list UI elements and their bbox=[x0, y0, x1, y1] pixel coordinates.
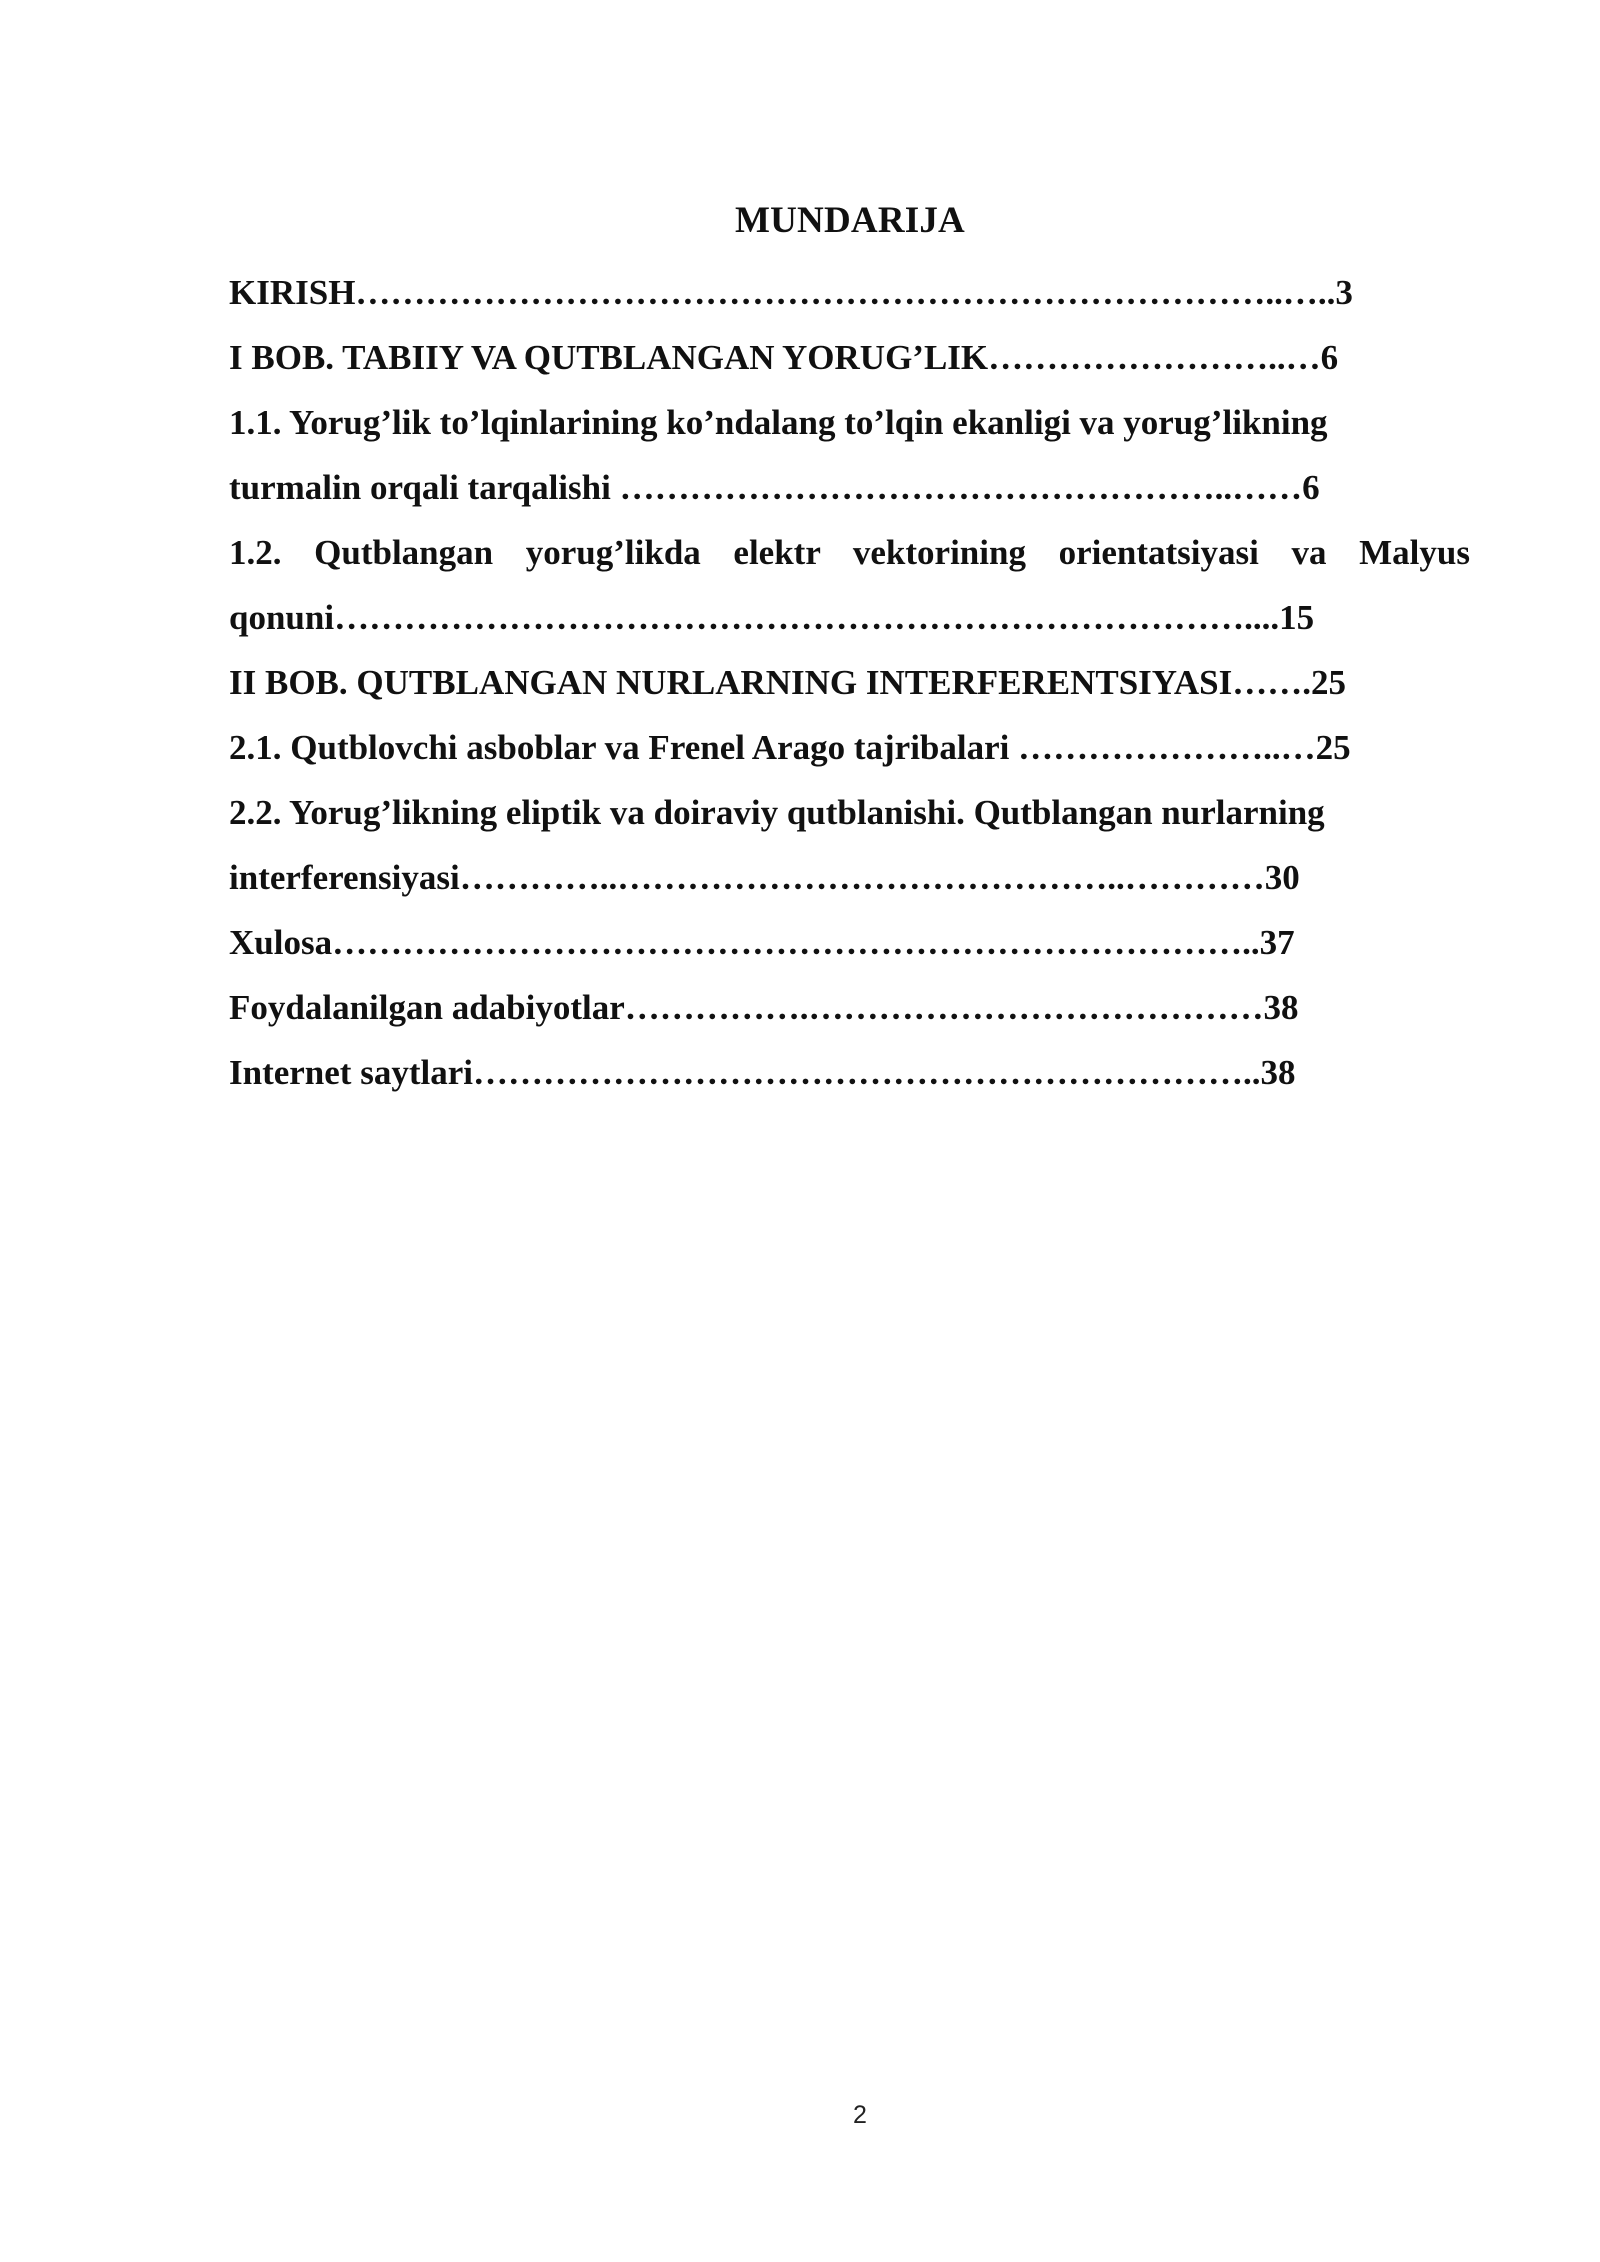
toc-entry-section-1-1-line-1: 1.1. Yorug’lik to’lqinlarining ko’ndalang to’lqin ekanligi va yorug’likning bbox=[229, 403, 1328, 442]
toc-entry-kirish: KIRISH……………………………………………………………………..…..3 bbox=[229, 273, 1353, 312]
toc-entry-references: Foydalanilgan adabiyotlar…………….…………………………………38 bbox=[229, 988, 1299, 1027]
toc-entry-xulosa: Xulosa……………………………………………………………………..37 bbox=[229, 923, 1295, 962]
toc-entry-section-2-1: 2.1. Qutblovchi asboblar va Frenel Arago tajribalari …………………..…25 bbox=[229, 728, 1351, 767]
toc-entry-websites: Internet saytlari…………………………………………………………..38 bbox=[229, 1053, 1296, 1092]
toc-entry-section-2-2-line-1: 2.2. Yorug’likning eliptik va doiraviy qutblanishi. Qutblangan nurlarning bbox=[229, 793, 1325, 832]
table-of-contents bbox=[229, 260, 1479, 1105]
toc-entry-section-2-2-line-2: interferensiyasi…………..……………………………………..…………30 bbox=[229, 858, 1300, 897]
toc-entry-section-1-1-line-2: turmalin orqali tarqalishi ……………………………………………..……6 bbox=[229, 468, 1320, 507]
toc-entry-chapter-2: II BOB. QUTBLANGAN NURLARNING INTERFERENTSIYASI…….25 bbox=[229, 663, 1346, 702]
toc-entry-section-1-2-line-1: 1.2. Qutblangan yorug’likda elektr vektorining orientatsiyasi va Malyus bbox=[229, 533, 1470, 572]
page-title: MUNDARIJA bbox=[735, 200, 965, 241]
toc-entry-chapter-1: I BOB. TABIIY VA QUTBLANGAN YORUG’LIK……………………..…6 bbox=[229, 338, 1339, 377]
toc-entry-section-1-2-line-2: qonuni……………………………………………………………………....15 bbox=[229, 598, 1315, 637]
page-number: 2 bbox=[853, 2101, 867, 2129]
